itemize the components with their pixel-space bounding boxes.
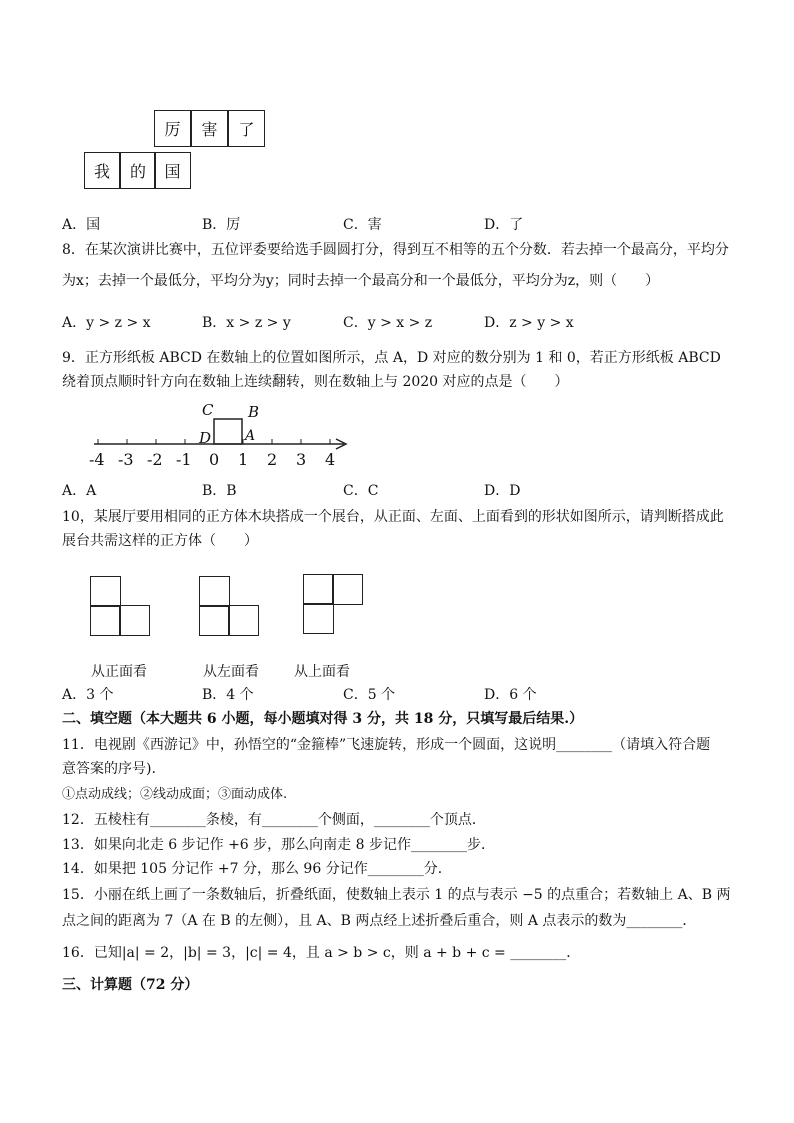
q9-line1: 9．正方形纸板 ABCD 在数轴上的位置如图所示，点 A，D 对应的数分别为 1 和 0，若正方形纸板 ABCD	[62, 350, 721, 366]
q10-option-d: D．6 个	[484, 687, 537, 703]
q11-choices: ①点动成线；②线动成面；③面动成体.	[62, 787, 288, 802]
q9-option-d: D．D	[484, 483, 521, 499]
q11-line2: 意答案的序号).	[62, 761, 156, 777]
net-cell: 厉	[154, 110, 191, 147]
q8-option-c: C．y > x > z	[343, 315, 433, 331]
q10-option-b: B．4 个	[202, 687, 254, 703]
q7-option-c: C．害	[343, 217, 382, 233]
q7-option-a: A．国	[62, 217, 101, 233]
net-cell: 害	[191, 110, 228, 147]
tick-label: -2	[147, 450, 163, 469]
q8-option-d: D．z > y > x	[484, 315, 574, 331]
label-a: A	[245, 428, 256, 444]
section2-title: 二、填空题（本大题共 6 小题，每小题填对得 3 分，共 18 分，只填写最后结果.）	[62, 711, 584, 727]
q10-line2: 展台共需这样的正方体（ ）	[62, 533, 258, 549]
q10-option-a: A．3 个	[62, 687, 114, 703]
label-d: D	[199, 429, 212, 447]
net-cell: 我	[84, 152, 120, 189]
q11-line1: 11．电视剧《西游记》中，孙悟空的“金箍棒”飞速旋转，形成一个圆面，这说明________（请填入符合题	[62, 737, 711, 753]
top-view-label: 从上面看	[294, 664, 350, 680]
net-cell: 了	[228, 110, 265, 147]
q8-option-b: B．x > z > y	[202, 315, 291, 331]
q14: 14．如果把 105 分记作 +7 分，那么 96 分记作________分．	[62, 861, 452, 877]
net-cell: 的	[120, 152, 156, 189]
q10-line1: 10，某展厅要用相同的正方体木块搭成一个展台，从正面、左面、上面看到的形状如图所示，请判断搭成此	[62, 509, 724, 525]
q12: 12．五棱柱有________条棱，有________个侧面，________个顶点．	[62, 812, 486, 828]
q8-line1: 8．在某次演讲比赛中，五位评委要给选手圆圆打分，得到互不相等的五个分数．若去掉一个最高分，平均分	[62, 242, 729, 258]
front-view-label: 从正面看	[91, 664, 147, 680]
net-cell: 国	[154, 152, 191, 189]
q16: 16．已知|a| = 2，|b| = 3，|c| = 4，且 a > b > c，则 a + b + c = ________．	[62, 945, 581, 961]
tick-label: -1	[176, 450, 192, 469]
tick-label: 0	[209, 450, 220, 469]
q7-option-b: B．厉	[202, 217, 241, 233]
q9-option-a: A．A	[62, 483, 97, 499]
tick-label: 1	[238, 450, 249, 469]
tick-label: 4	[325, 450, 336, 469]
q9-option-c: C．C	[343, 483, 379, 499]
label-c: C	[202, 401, 214, 419]
q15-line2: 点之间的距离为 7（A 在 B 的左侧），且 A、B 两点经上述折叠后重合，则 A 点表示的数为________．	[62, 913, 697, 929]
q13: 13．如果向北走 6 步记作 +6 步，那么向南走 8 步记作________步．	[62, 837, 495, 853]
label-b: B	[248, 403, 260, 421]
q8-line2: 为x；去掉一个最低分，平均分为y；同时去掉一个最高分和一个最低分，平均分为z，则（ ）	[62, 273, 660, 289]
q9-line2: 绕着顶点顺时针方向在数轴上连续翻转，则在数轴上与 2020 对应的点是（ ）	[62, 374, 569, 390]
tick-label: -3	[118, 450, 134, 469]
left-view-label: 从左面看	[203, 664, 259, 680]
section3-title: 三、计算题（72 分）	[62, 977, 199, 993]
tick-label: 3	[296, 450, 307, 469]
tick-label: -4	[89, 450, 105, 469]
tick-label: 2	[267, 450, 278, 469]
q7-option-d: D．了	[484, 217, 524, 233]
q9-option-b: B．B	[202, 483, 237, 499]
q15-line1: 15．小丽在纸上画了一条数轴后，折叠纸面，使数轴上表示 1 的点与表示 −5 的点重合；若数轴上 A、B 两	[62, 887, 731, 903]
q10-option-c: C．5 个	[343, 687, 396, 703]
q8-option-a: A．y > z > x	[62, 315, 151, 331]
